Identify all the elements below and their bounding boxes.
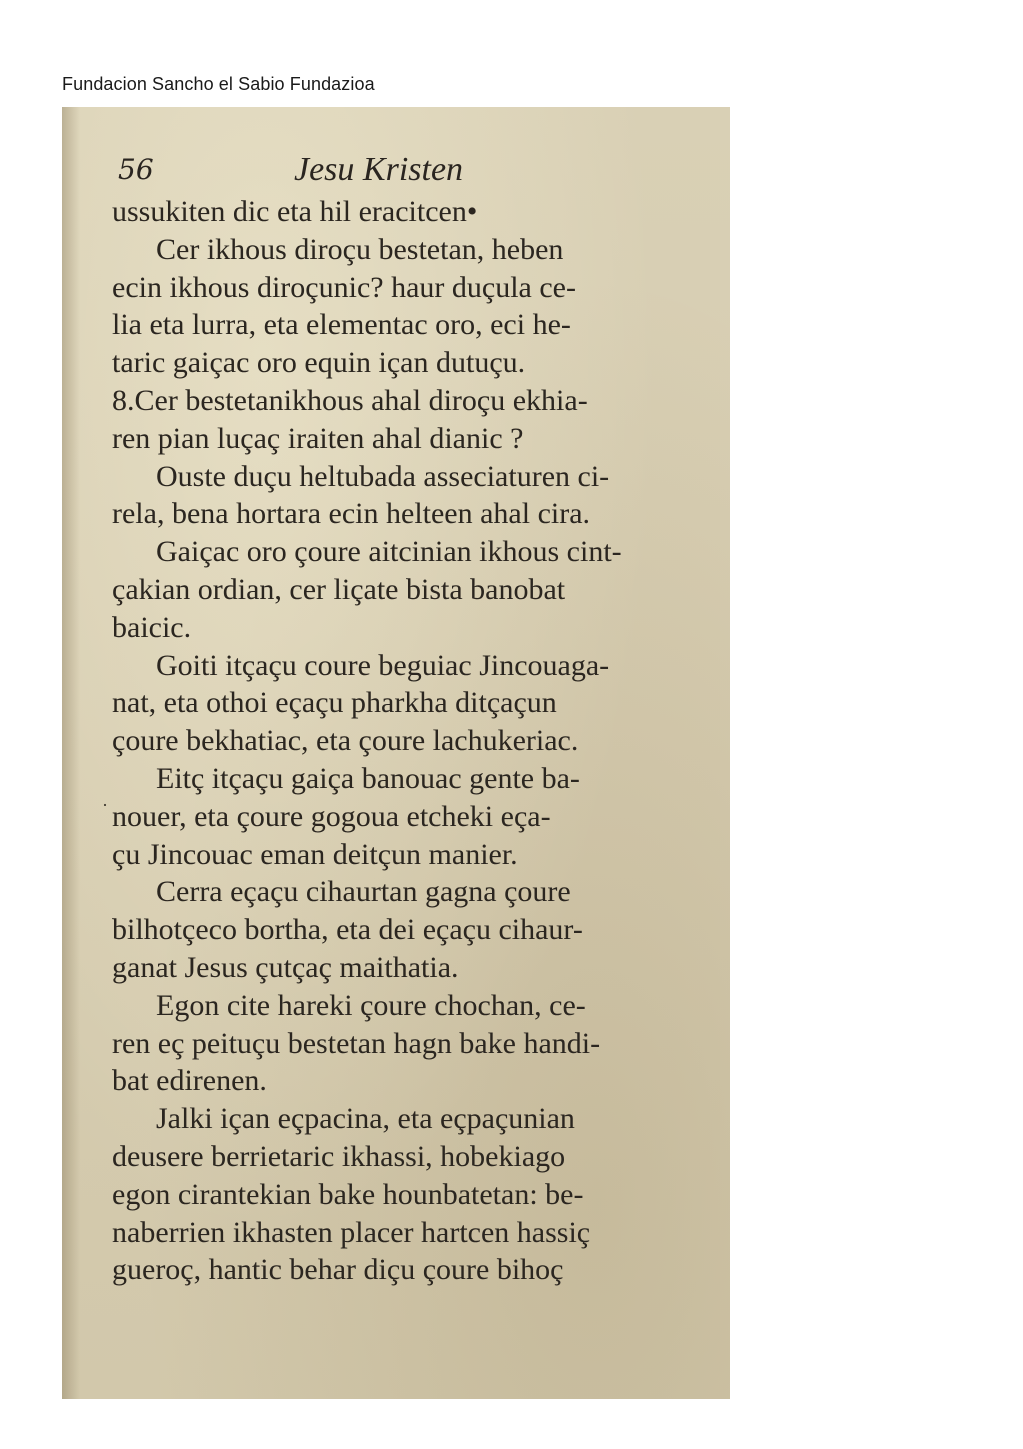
text-line: lia eta lurra, eta elementac oro, eci he-: [112, 308, 571, 342]
text-line: Jalki içan eçpacina, eta eçpaçunian: [156, 1102, 575, 1136]
text-line: naberrien ikhasten placer hartcen hassiç: [112, 1215, 591, 1249]
text-line: çoure bekhatiac, eta çoure lachukeriac.: [112, 724, 579, 758]
text-line: nouer, eta çoure gogoua etcheki eça-: [112, 799, 551, 833]
running-title: Jesu Kristen: [294, 151, 464, 188]
page-number: 56: [118, 153, 154, 186]
text-line: Egon cite hareki çoure chochan, ce-: [156, 988, 586, 1022]
body-text: [112, 193, 692, 1289]
text-line: nat, eta othoi eçaçu pharkha ditçaçun: [112, 686, 557, 720]
text-line: Ouste duçu heltubada asseciaturen ci-: [156, 459, 610, 493]
text-line: Eitç itçaçu gaiça banouac gente ba-: [156, 761, 580, 795]
text-line: taric gaiçac oro equin içan dutuçu.: [112, 346, 526, 380]
text-line: ussukiten dic eta hil eracitcen•: [112, 195, 478, 228]
text-line: çu Jincouac eman deitçun manier.: [112, 837, 518, 871]
text-line: bat edirenen.: [112, 1064, 267, 1098]
text-line: bilhotçeco bortha, eta dei eçaçu cihaur-: [112, 913, 583, 947]
running-head: [118, 153, 638, 197]
text-line: ren eç peituçu bestetan hagn bake handi-: [112, 1026, 601, 1060]
text-line: ecin ikhous diroçunic? haur duçula ce-: [112, 270, 576, 304]
text-line: baicic.: [112, 610, 192, 644]
text-line: Goiti itçaçu coure beguiac Jincouaga-: [156, 648, 610, 682]
text-line: egon cirantekian bake hounbatetan: be-: [112, 1177, 584, 1211]
text-line: deusere berrietaric ikhassi, hobekiago: [112, 1139, 566, 1173]
text-line: ren pian luçaç iraiten ahal dianic ?: [112, 421, 524, 455]
text-line: Cer ikhous diroçu bestetan, heben: [156, 232, 564, 266]
margin-dot-mark: ·: [102, 795, 108, 815]
scanned-book-page: [62, 107, 730, 1399]
text-line: Cerra eçaçu cihaurtan gagna çoure: [156, 875, 571, 909]
text-line: gueroç, hantic behar diçu çoure bihoç: [112, 1253, 564, 1287]
text-line: Gaiçac oro çoure aitcinian ikhous cint-: [156, 535, 622, 569]
text-line: 8.Cer bestetanikhous ahal diroçu ekhia-: [112, 383, 588, 417]
archive-header-label: Fundacion Sancho el Sabio Fundazioa: [62, 74, 375, 94]
text-line: rela, bena hortara ecin helteen ahal cira.: [112, 497, 591, 531]
text-line: çakian ordian, cer liçate bista banobat: [112, 572, 566, 606]
text-line: ganat Jesus çutçaç maithatia.: [112, 950, 459, 984]
